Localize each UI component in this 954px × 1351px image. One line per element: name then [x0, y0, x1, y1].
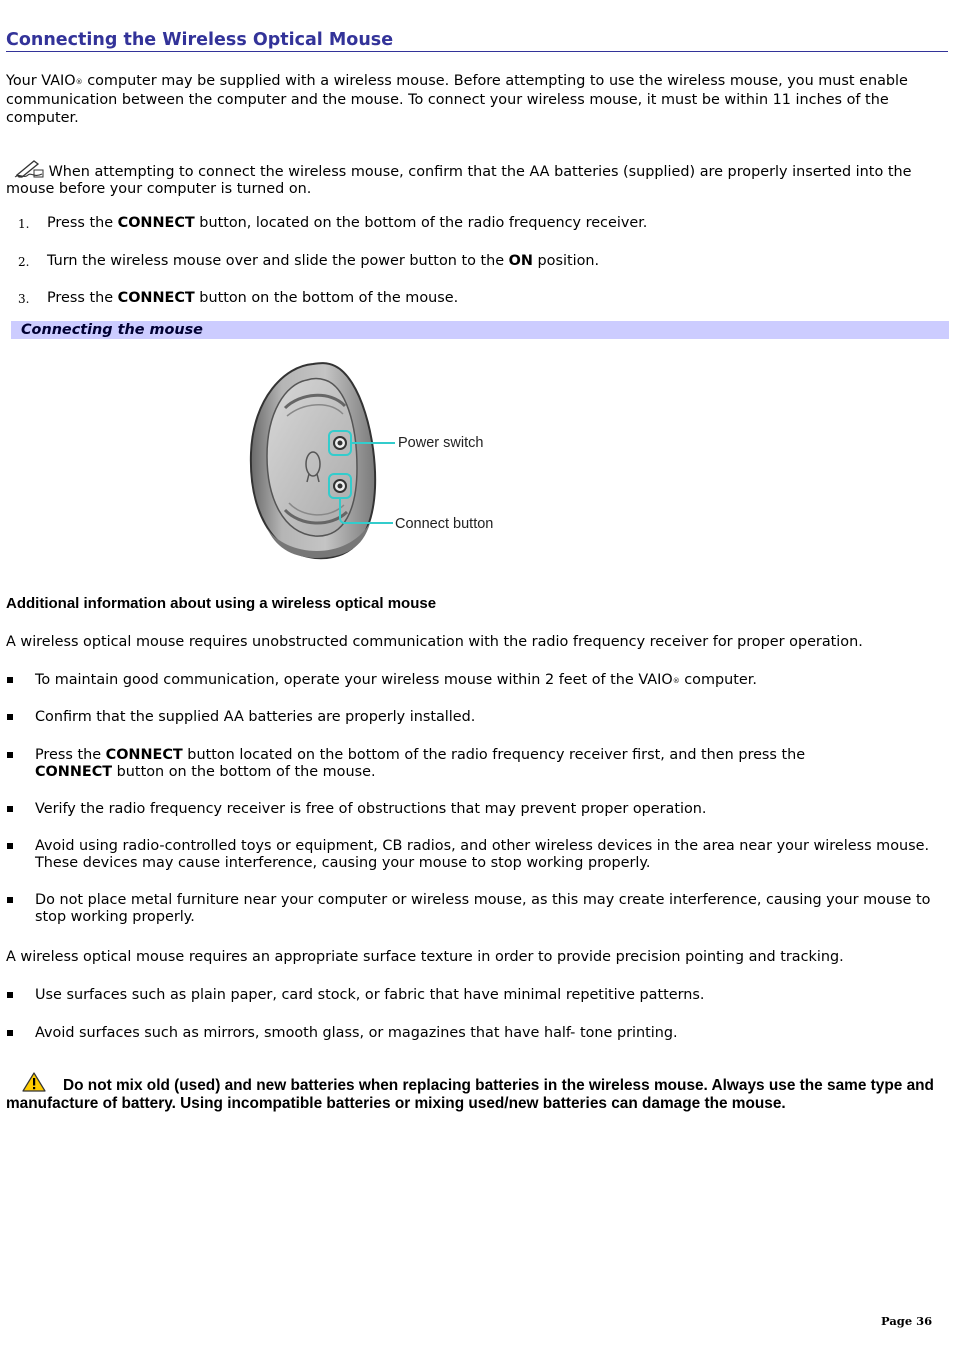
- step-text-pre: Press the: [47, 290, 118, 306]
- intro-paragraph: [6, 73, 946, 127]
- list-item-text: computer.: [679, 672, 757, 688]
- list-item-text: Press the: [35, 747, 106, 763]
- list-item-bold: CONNECT: [105, 747, 183, 763]
- note-pencil-icon: [14, 160, 44, 176]
- step-item: [47, 253, 937, 270]
- bullet-marker: [7, 1030, 13, 1036]
- section-heading: Additional information about using a wireless optical mouse: [6, 595, 437, 612]
- registered-mark: ®: [672, 677, 680, 685]
- mouse-bottom-illustration: [245, 358, 515, 563]
- figure-caption-bar: [11, 321, 949, 339]
- bullet-marker: [7, 714, 13, 720]
- note-text: When attempting to connect the wireless mouse, confirm that the AA batteries (supplied) are properly inserted into the mouse before your computer is turned on.: [6, 164, 912, 198]
- bullet-marker: [7, 897, 13, 903]
- power-switch-label: Power switch: [398, 435, 484, 451]
- list-item-bold: CONNECT: [35, 764, 113, 781]
- intro-text-1: Your VAIO: [6, 73, 76, 89]
- intro-text-2: computer may be supplied with a wireless mouse. Before attempting to use the wireless mouse, you must enable communication between the computer and the mouse. To connect your wireless mouse, it must be within 11 inches of the computer.: [6, 73, 908, 126]
- list-item-text: To maintain good communication, operate your wireless mouse within 2 feet of the VAIO: [35, 672, 673, 688]
- step-text-pre: Press the: [47, 215, 118, 231]
- list-item-text: button on the bottom of the mouse.: [112, 764, 376, 781]
- list-item-text: button located on the bottom of the radio frequency receiver first, and then press the: [182, 747, 806, 763]
- bullet-marker: [7, 752, 13, 758]
- additional-paragraph-2: A wireless optical mouse requires an appropriate surface texture in order to provide precision pointing and tracking.: [6, 949, 844, 965]
- bullet-marker: [7, 677, 13, 683]
- step-text-pre: Turn the wireless mouse over and slide the power button to the: [47, 253, 509, 269]
- step-text-bold: ON: [508, 253, 533, 269]
- list-item: [35, 672, 940, 691]
- step-item: [47, 290, 937, 307]
- step-text-post: button on the bottom of the mouse.: [194, 290, 459, 306]
- list-item: [35, 747, 940, 782]
- bullet-marker: [7, 992, 13, 998]
- step-text-bold: CONNECT: [117, 215, 195, 231]
- note-paragraph: [6, 160, 946, 199]
- step-item: [47, 215, 937, 232]
- warning-text-content: Do not mix old (used) and new batteries when replacing batteries in the wireless mouse. Always use the same type and manufacture of battery. Using incompatible batteries or mixing used/new batteries can damage the mouse.: [6, 1077, 934, 1112]
- additional-paragraph-1: A wireless optical mouse requires unobstructed communication with the radio frequency receiver for proper operation.: [6, 634, 863, 650]
- list-item: Confirm that the supplied AA batteries are properly installed.: [35, 709, 476, 725]
- list-item: Verify the radio frequency receiver is free of obstructions that may prevent proper operation.: [35, 801, 707, 817]
- list-item: Avoid surfaces such as mirrors, smooth glass, or magazines that have half- tone printing.: [35, 1025, 678, 1041]
- step-text-post: position.: [532, 253, 600, 269]
- warning-text: [6, 1077, 948, 1112]
- connect-button-label: Connect button: [395, 516, 494, 532]
- page-number: Page 36: [881, 1314, 933, 1328]
- bullet-marker: [7, 843, 13, 849]
- list-item: Use surfaces such as plain paper, card stock, or fabric that have minimal repetitive patterns.: [35, 987, 705, 1003]
- list-item: Do not place metal furniture near your computer or wireless mouse, as this may create interference, causing your mouse to stop working properly.: [35, 892, 931, 926]
- step-text-bold: CONNECT: [117, 290, 195, 306]
- step-number: 2.: [18, 255, 30, 269]
- bullet-marker: [7, 806, 13, 812]
- step-text-post: button, located on the bottom of the radio frequency receiver.: [194, 215, 648, 231]
- step-number: 3.: [18, 292, 30, 306]
- list-item: Avoid using radio-controlled toys or equipment, CB radios, and other wireless devices in the area near your wireless mouse. These devices may cause interference, causing your mouse to stop working properly.: [35, 838, 930, 872]
- figure-caption: Connecting the mouse: [21, 322, 203, 338]
- step-number: 1.: [18, 217, 30, 231]
- registered-mark: ®: [75, 78, 83, 86]
- page-title: Connecting the Wireless Optical Mouse: [6, 29, 948, 52]
